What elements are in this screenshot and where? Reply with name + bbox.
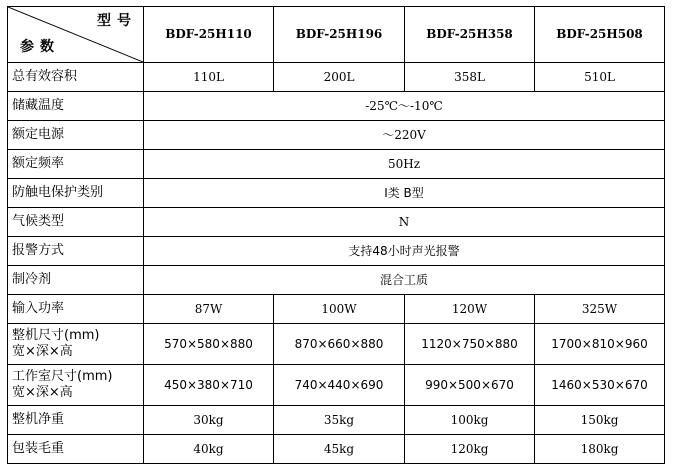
corner-label-params: 参数 (20, 38, 60, 55)
value-temp: -25℃～-10℃ (144, 92, 665, 121)
value-power-supply: ～220V (144, 121, 665, 150)
value-alarm: 支持48小时声光报警 (144, 237, 665, 266)
value-net-weight-4: 150kg (535, 406, 665, 435)
value-inner-size-4: 1460×530×670 (535, 365, 665, 406)
label-refrigerant: 制冷剂 (8, 266, 144, 295)
label-outer-size-line2: 宽×深×高 (12, 344, 73, 359)
corner-label-model: 型号 (97, 13, 137, 29)
row-gross-weight (8, 435, 665, 464)
model-header-1: BDF-25H110 (144, 7, 274, 63)
label-power-supply: 额定电源 (8, 121, 144, 150)
row-temp (8, 92, 665, 121)
value-volume-4: 510L (535, 63, 665, 92)
value-outer-size-1: 570×580×880 (144, 324, 274, 365)
model-header-4: BDF-25H508 (535, 7, 665, 63)
label-outer-size (8, 324, 144, 365)
label-shock: 防触电保护类别 (8, 179, 144, 208)
row-volume (8, 63, 665, 92)
value-volume-2: 200L (274, 63, 405, 92)
value-inner-size-1: 450×380×710 (144, 365, 274, 406)
label-climate: 气候类型 (8, 208, 144, 237)
value-gross-weight-1: 40kg (144, 435, 274, 464)
row-net-weight (8, 406, 665, 435)
header-row (8, 7, 665, 63)
row-inner-size (8, 365, 665, 406)
value-input-power-2: 100W (274, 295, 405, 324)
value-frequency: 50Hz (144, 150, 665, 179)
model-header-3: BDF-25H358 (405, 7, 535, 63)
value-shock: I类 B型 (144, 179, 665, 208)
label-inner-size-line2: 宽×深×高 (12, 385, 73, 400)
value-gross-weight-2: 45kg (274, 435, 405, 464)
row-refrigerant (8, 266, 665, 295)
value-outer-size-3: 1120×750×880 (405, 324, 535, 365)
spec-table (7, 6, 665, 464)
value-gross-weight-3: 120kg (405, 435, 535, 464)
label-inner-size (8, 365, 144, 406)
label-gross-weight: 包装毛重 (8, 435, 144, 464)
value-input-power-4: 325W (535, 295, 665, 324)
value-outer-size-4: 1700×810×960 (535, 324, 665, 365)
row-shock (8, 179, 665, 208)
label-inner-size-line1: 工作室尺寸(mm) (12, 368, 113, 384)
label-input-power: 输入功率 (8, 295, 144, 324)
row-input-power (8, 295, 665, 324)
label-volume: 总有效容积 (8, 63, 144, 92)
value-volume-1: 110L (144, 63, 274, 92)
value-net-weight-3: 100kg (405, 406, 535, 435)
row-frequency (8, 150, 665, 179)
value-net-weight-2: 35kg (274, 406, 405, 435)
value-outer-size-2: 870×660×880 (274, 324, 405, 365)
value-gross-weight-4: 180kg (535, 435, 665, 464)
value-climate: N (144, 208, 665, 237)
row-outer-size (8, 324, 665, 365)
row-climate (8, 208, 665, 237)
value-net-weight-1: 30kg (144, 406, 274, 435)
label-temp: 储藏温度 (8, 92, 144, 121)
label-frequency: 额定频率 (8, 150, 144, 179)
label-alarm: 报警方式 (8, 237, 144, 266)
row-alarm (8, 237, 665, 266)
header-corner-cell (8, 7, 144, 63)
model-header-2: BDF-25H196 (274, 7, 405, 63)
value-refrigerant: 混合工质 (144, 266, 665, 295)
value-inner-size-3: 990×500×670 (405, 365, 535, 406)
value-volume-3: 358L (405, 63, 535, 92)
label-net-weight: 整机净重 (8, 406, 144, 435)
value-input-power-3: 120W (405, 295, 535, 324)
value-input-power-1: 87W (144, 295, 274, 324)
label-outer-size-line1: 整机尺寸(mm) (12, 327, 100, 343)
value-inner-size-2: 740×440×690 (274, 365, 405, 406)
row-power-supply (8, 121, 665, 150)
